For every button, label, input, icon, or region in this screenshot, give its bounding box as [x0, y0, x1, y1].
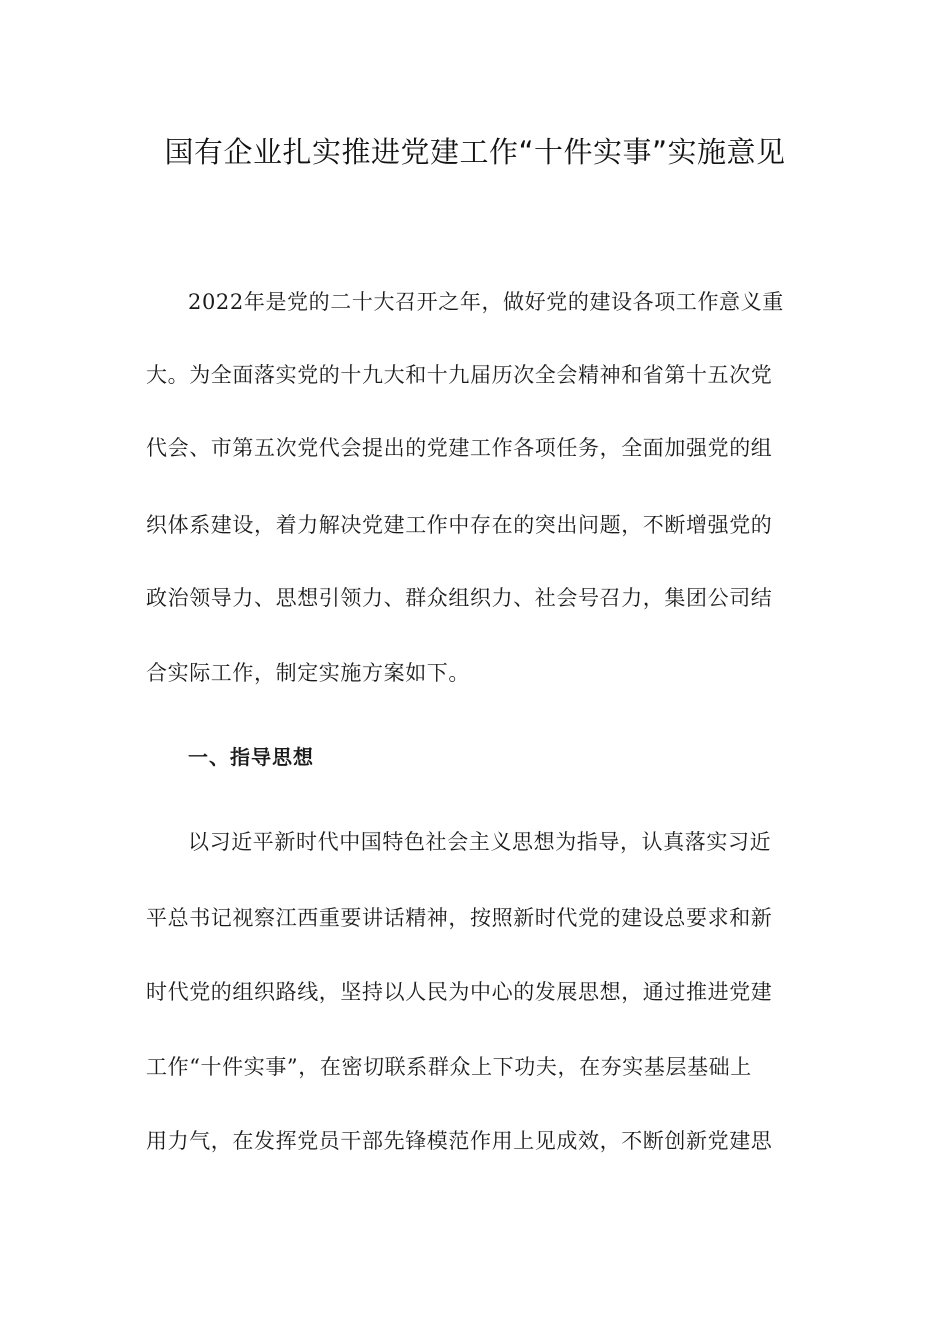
paragraph-line: 时代党的组织路线，坚持以人民为中心的发展思想，通过推进党建	[146, 980, 773, 1004]
section-heading: 一、指导思想	[188, 745, 314, 769]
paragraph-line: 用力气，在发挥党员干部先锋模范作用上见成效，不断创新党建思	[146, 1129, 773, 1153]
paragraph-line: 政治领导力、思想引领力、群众组织力、社会号召力，集团公司结	[146, 586, 773, 610]
document-title: 国有企业扎实推进党建工作“十件实事”实施意见	[164, 135, 786, 169]
paragraph-line: 合实际工作，制定实施方案如下。	[146, 661, 470, 685]
paragraph-line: 工作“十件实事”，在密切联系群众上下功夫，在夯实基层基础上	[146, 1055, 752, 1079]
paragraph-line: 织体系建设，着力解决党建工作中存在的突出问题，不断增强党的	[146, 513, 773, 537]
paragraph-line: 2022年是党的二十大召开之年，做好党的建设各项工作意义重	[188, 290, 784, 314]
paragraph-line: 大。为全面落实党的十九大和十九届历次全会精神和省第十五次党	[146, 363, 773, 387]
paragraph-line: 以习近平新时代中国特色社会主义思想为指导，认真落实习近	[188, 830, 772, 854]
paragraph-line: 代会、市第五次党代会提出的党建工作各项任务，全面加强党的组	[146, 436, 773, 460]
paragraph-line: 平总书记视察江西重要讲话精神，按照新时代党的建设总要求和新	[146, 906, 773, 930]
